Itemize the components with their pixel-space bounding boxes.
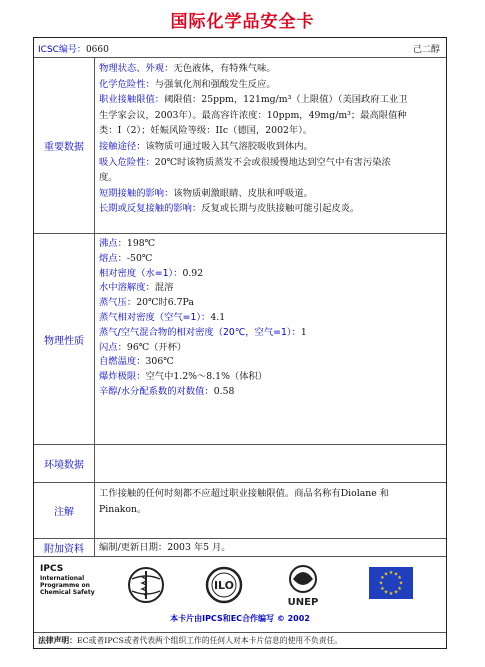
important-line: 类：I（2）；妊娠风险等级：IIc（德国，2002年）。 xyxy=(99,125,313,137)
physical-properties-label: 物理性质 xyxy=(34,234,95,444)
chemical-name: 己二醇 xyxy=(412,45,440,55)
footer-logos-row xyxy=(34,557,446,633)
property-line: 辛醇/水分配系数的对数值：0.58 xyxy=(99,385,235,397)
important-line: 物理状态、外观：无色液体，有特殊气味。 xyxy=(99,63,276,74)
notes-line: 工作接触的任何时刻都不应超过职业接触限值。商品名称有Diolane 和 xyxy=(99,488,390,499)
additional-info-body: 编制/更新日期：2003 年5 月。 xyxy=(99,542,231,553)
svg-text:★: ★ xyxy=(378,580,384,587)
important-data-label: 重要数据 xyxy=(34,58,95,233)
footer-credit: 本卡片由IPCS和EC合作编写 © 2002 xyxy=(170,614,310,623)
property-line: 蒸气/空气混合物的相对密度（20℃，空气=1）：1 xyxy=(99,326,307,338)
legal-text: EC或者IPCS或者代表两个组织工作的任何人对本卡片信息的使用不负责任。 xyxy=(76,636,343,645)
notes-body xyxy=(95,483,446,517)
svg-text:★: ★ xyxy=(383,589,389,596)
svg-text:★: ★ xyxy=(388,570,394,576)
svg-text:★: ★ xyxy=(397,575,402,581)
ipcs-title: IPCS xyxy=(40,564,64,574)
svg-text:★: ★ xyxy=(383,571,389,578)
ilo-text: ILO xyxy=(213,579,235,592)
safety-card xyxy=(33,37,447,649)
environment-data-section xyxy=(34,445,446,483)
who-logo-icon xyxy=(126,565,166,605)
notes-section xyxy=(34,483,446,539)
property-line: 自燃温度：306℃ xyxy=(99,356,174,368)
important-line: 度。 xyxy=(99,172,118,184)
property-line: 蒸气相对密度（空气=1）：4.1 xyxy=(99,311,226,323)
svg-text:★: ★ xyxy=(380,575,385,581)
environment-data-body xyxy=(95,445,446,448)
property-line: 蒸气压：20℃时6.7Pa xyxy=(99,297,194,309)
ipcs-logo-text xyxy=(40,563,95,596)
physical-properties-body xyxy=(95,234,446,400)
svg-text:★: ★ xyxy=(380,586,385,592)
notes-label: 注解 xyxy=(34,483,95,538)
eu-flag-icon xyxy=(369,567,413,599)
property-line: 爆炸极限：空气中1.2%～8.1%（体积） xyxy=(99,371,268,383)
svg-text:★: ★ xyxy=(398,580,404,587)
svg-text:★: ★ xyxy=(397,586,402,592)
unep-text: UNEP xyxy=(287,597,319,608)
property-line: 水中溶解度：混溶 xyxy=(99,282,174,294)
unep-logo-icon xyxy=(279,561,327,609)
environment-data-label: 环境数据 xyxy=(34,445,95,482)
property-line: 沸点：198℃ xyxy=(99,238,156,249)
ipcs-line: International xyxy=(40,575,85,582)
icsc-number xyxy=(38,42,109,55)
ilo-logo-icon xyxy=(204,565,244,605)
legal-notice xyxy=(34,633,446,648)
property-line: 闪点：96℃（开杯） xyxy=(99,341,187,353)
icsc-value: 0660 xyxy=(85,45,109,55)
physical-properties-section xyxy=(34,234,446,445)
card-header-row xyxy=(34,38,446,58)
icsc-label: ICSC编号： xyxy=(38,45,86,55)
important-line: 接触途径：该物质可通过吸入其气溶胶吸收到体内。 xyxy=(99,140,313,152)
important-line: 职业接触限值：阈限值：25ppm，121mg/m³（上限值）（美国政府工业卫 xyxy=(99,94,408,106)
svg-text:★: ★ xyxy=(393,571,399,578)
important-line: 吸入危险性：20℃时该物质蒸发不会或很缓慢地达到空气中有害污染浓 xyxy=(99,156,391,168)
ipcs-line: Chemical Safety xyxy=(40,589,95,596)
important-line: 化学危险性：与强氧化剂和强酸发生反应。 xyxy=(99,78,276,90)
property-line: 熔点：-50℃ xyxy=(99,252,153,264)
svg-text:★: ★ xyxy=(393,589,399,596)
important-data-section xyxy=(34,58,446,234)
important-line: 长期或反复接触的影响：反复或长期与皮肤接触可能引起皮炎。 xyxy=(99,203,360,215)
notes-line: Pinakon。 xyxy=(99,503,147,515)
important-data-body xyxy=(95,58,446,217)
additional-info-section xyxy=(34,539,446,557)
legal-label: 法律声明： xyxy=(38,636,77,645)
important-line: 短期接触的影响：该物质刺激眼睛、皮肤和呼吸道。 xyxy=(99,187,313,199)
additional-info-label: 附加资料 xyxy=(34,539,95,556)
svg-text:★: ★ xyxy=(388,591,394,597)
important-line: 生学家会议，2003年）。最高容许浓度：10ppm，49mg/m³；最高限值种 xyxy=(99,109,407,121)
property-line: 相对密度（水=1）：0.92 xyxy=(99,267,204,279)
ipcs-line: Programme on xyxy=(40,582,90,589)
card-title: 国际化学品安全卡 xyxy=(170,12,315,32)
